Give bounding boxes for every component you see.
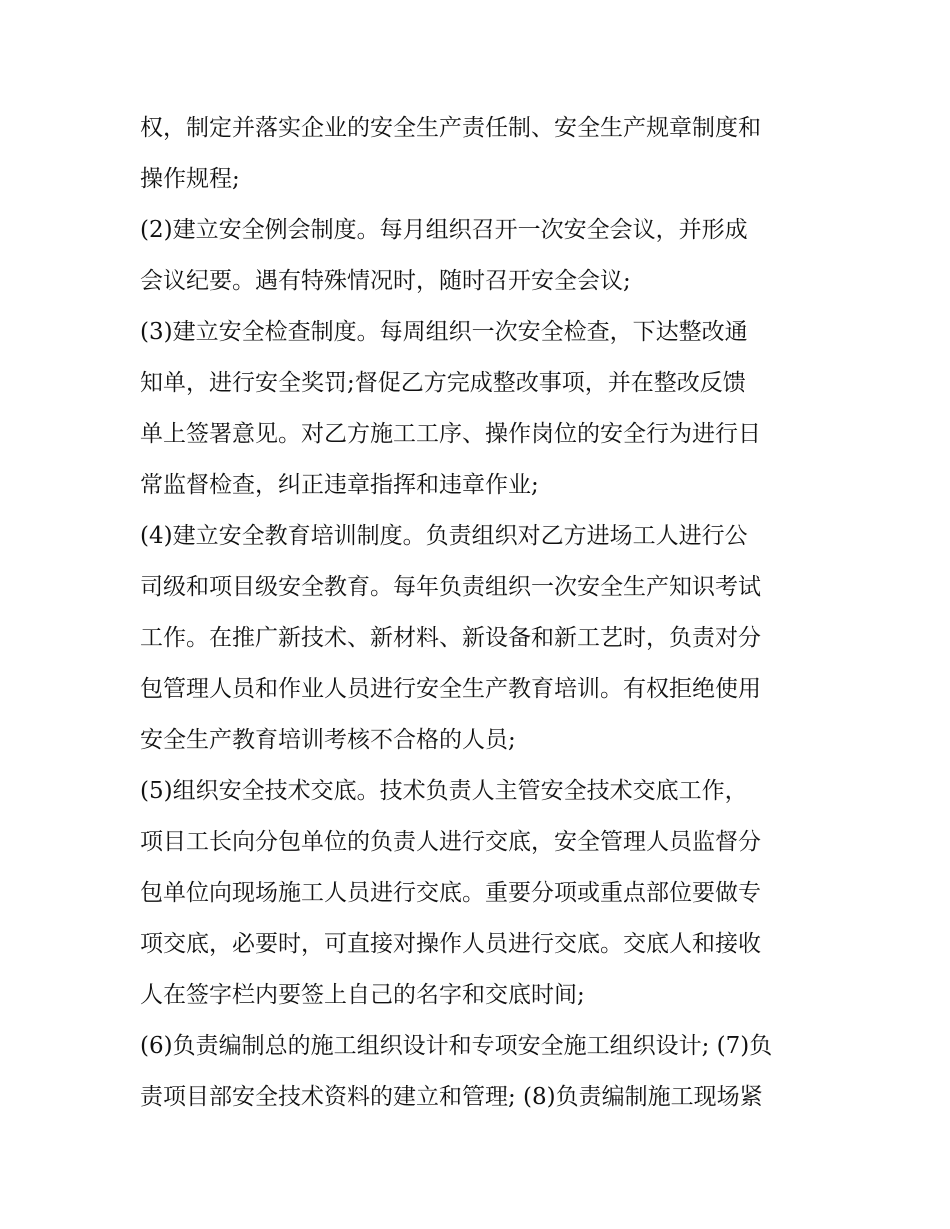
body-line: 权，制定并落实企业的安全生产责任制、安全生产规章制度和 bbox=[140, 115, 761, 141]
body-line: 项交底，必要时，可直接对操作人员进行交底。交底人和接收 bbox=[140, 931, 761, 957]
body-line: 项目工长向分包单位的负责人进行交底，安全管理人员监督分 bbox=[140, 829, 761, 855]
body-line: 单上签署意见。对乙方施工工序、操作岗位的安全行为进行日 bbox=[140, 421, 761, 447]
body-line: 责项目部安全技术资料的建立和管理; (8)负责编制施工现场紧 bbox=[140, 1084, 763, 1110]
body-line: 工作。在推广新技术、新材料、新设备和新工艺时，负责对分 bbox=[140, 625, 761, 651]
body-line: (3)建立安全检查制度。每周组织一次安全检查，下达整改通 bbox=[140, 319, 748, 345]
body-line: 常监督检查，纠正违章指挥和违章作业; bbox=[140, 472, 539, 498]
body-line: (6)负责编制总的施工组织设计和专项安全施工组织设计; (7)负 bbox=[140, 1033, 773, 1059]
body-line: 包管理人员和作业人员进行安全生产教育培训。有权拒绝使用 bbox=[140, 676, 761, 702]
body-line: 人在签字栏内要签上自己的名字和交底时间; bbox=[140, 982, 585, 1008]
body-line: 司级和项目级安全教育。每年负责组织一次安全生产知识考试 bbox=[140, 574, 761, 600]
document-body bbox=[140, 103, 820, 1123]
body-line: 安全生产教育培训考核不合格的人员; bbox=[140, 727, 516, 753]
body-line: (2)建立安全例会制度。每月组织召开一次安全会议，并形成 bbox=[140, 217, 748, 243]
body-line: 知单，进行安全奖罚;督促乙方完成整改事项，并在整改反馈 bbox=[140, 370, 746, 396]
body-line: 操作规程; bbox=[140, 166, 240, 192]
body-line: (5)组织安全技术交底。技术负责人主管安全技术交底工作， bbox=[140, 778, 748, 804]
body-line: 包单位向现场施工人员进行交底。重要分项或重点部位要做专 bbox=[140, 880, 761, 906]
body-line: (4)建立安全教育培训制度。负责组织对乙方进场工人进行公 bbox=[140, 523, 748, 549]
body-line: 会议纪要。遇有特殊情况时，随时召开安全会议; bbox=[140, 268, 631, 294]
